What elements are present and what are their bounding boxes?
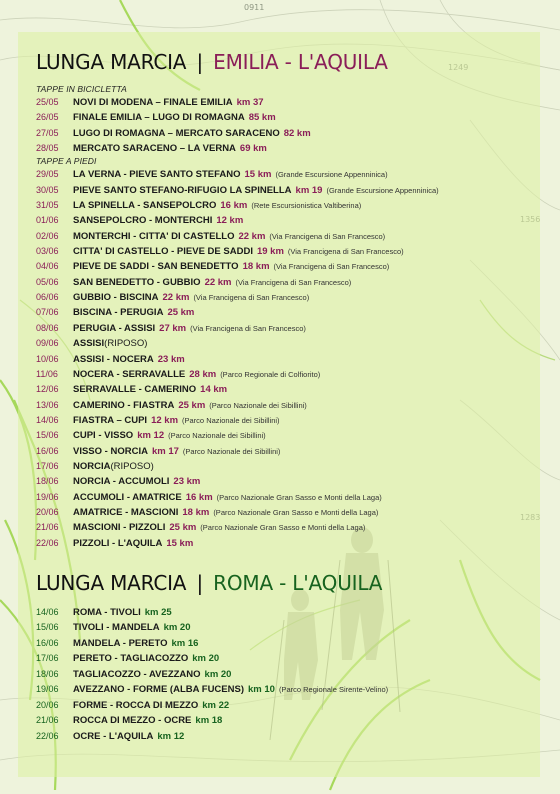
roma-stages-list <box>36 605 536 745</box>
stage-route: NORCIA - ACCUMOLI <box>73 476 170 488</box>
stage-route: ROCCA DI MEZZO - OCRE <box>73 715 192 727</box>
stage-date: 08/06 <box>36 322 59 333</box>
stage-route: LA SPINELLA - SANSEPOLCRO <box>73 200 217 212</box>
stage-trail-note: (Parco Nazionale dei Sibillini) <box>182 446 281 456</box>
stage-row <box>36 382 536 397</box>
stage-date: 17/06 <box>36 460 59 471</box>
stage-trail-note: (Parco Regionale di Colfiorito) <box>220 369 321 379</box>
stage-date: 29/05 <box>36 169 59 180</box>
stage-row <box>36 713 536 729</box>
bike-stages-label: TAPPE IN BICICLETTA <box>36 84 127 94</box>
stage-route: FORME - ROCCA DI MEZZO <box>73 699 199 711</box>
stage-date: 15/06 <box>36 622 59 633</box>
stage-date: 21/06 <box>36 715 59 726</box>
stage-distance: km 18 <box>195 715 223 727</box>
stage-distance: 23 km <box>173 476 201 488</box>
stage-row <box>36 367 536 382</box>
stage-distance: 18 km <box>182 506 210 518</box>
stage-row <box>36 459 536 474</box>
stage-row <box>36 682 536 698</box>
stage-date: 17/06 <box>36 653 59 664</box>
stage-distance: 23 km <box>157 353 185 365</box>
stage-trail-note: (Parco Regionale Sirente-Velino) <box>278 685 389 695</box>
stage-distance: km 25 <box>144 606 172 618</box>
stage-route: MERCATO SARACENO – LA VERNA <box>73 143 236 155</box>
stage-row <box>36 413 536 428</box>
stage-date: 15/06 <box>36 430 59 441</box>
stage-date: 05/06 <box>36 276 59 287</box>
stage-trail-note: (Via Francigena di San Francesco) <box>273 262 390 272</box>
stage-route: SANSEPOLCRO - MONTERCHI <box>73 215 213 227</box>
stage-distance: 18 km <box>242 261 270 273</box>
stage-distance: 16 km <box>220 200 248 212</box>
stage-row <box>36 95 536 110</box>
stage-distance: 15 km <box>166 537 194 549</box>
stage-distance: km 16 <box>171 637 199 649</box>
stage-date: 02/06 <box>36 230 59 241</box>
stage-row <box>36 141 536 156</box>
title-separator: | <box>196 50 203 74</box>
roma-title <box>36 569 536 597</box>
stage-distance: km 19 <box>295 184 323 196</box>
stage-date: 04/06 <box>36 261 59 272</box>
stage-route: MONTERCHI - CITTA' DI CASTELLO <box>73 230 235 242</box>
stage-date: 10/06 <box>36 353 59 364</box>
stage-date: 16/06 <box>36 445 59 456</box>
stage-date: 13/06 <box>36 399 59 410</box>
stage-route: PIEVE SANTO STEFANO-RIFUGIO LA SPINELLA <box>73 184 292 196</box>
stage-row <box>36 729 536 745</box>
stage-row <box>36 505 536 520</box>
stage-route: PERETO - TAGLIACOZZO <box>73 653 189 665</box>
stage-route: TAGLIACOZZO - AVEZZANO <box>73 668 201 680</box>
stage-route: ASSISI - NOCERA <box>73 353 154 365</box>
stage-row <box>36 520 536 535</box>
emilia-title <box>36 48 536 76</box>
stage-distance: 27 km <box>159 322 187 334</box>
stage-distance: km 17 <box>151 445 179 457</box>
stage-row <box>36 636 536 652</box>
stage-distance: 22 km <box>238 230 266 242</box>
stage-date: 14/06 <box>36 606 59 617</box>
stage-trail-note: (Parco Nazionale Gran Sasso e Monti della Laga) <box>200 523 366 533</box>
stage-date: 31/05 <box>36 200 59 211</box>
stage-route: ROMA - TIVOLI <box>73 606 141 618</box>
stage-trail-note: (Parco Nazionale dei Sibillini) <box>168 431 266 441</box>
stage-date: 19/06 <box>36 684 59 695</box>
stage-trail-note: (Via Francigena di San Francesco) <box>287 247 404 257</box>
stage-date: 27/05 <box>36 127 59 138</box>
stage-distance: km 12 <box>157 730 185 742</box>
stage-row <box>36 667 536 683</box>
stage-date: 22/06 <box>36 537 59 548</box>
bike-stages-list <box>36 95 536 156</box>
stage-date: 26/05 <box>36 112 59 123</box>
stage-rest: (RIPOSO) <box>104 338 148 350</box>
stage-route: SERRAVALLE - CAMERINO <box>73 384 197 396</box>
stage-trail-note: (Parco Nazionale Gran Sasso e Monti della Laga) <box>216 492 382 502</box>
stage-row <box>36 620 536 636</box>
stage-route: PIEVE DE SADDI - SAN BENEDETTO <box>73 261 239 273</box>
stage-row <box>36 321 536 336</box>
stage-date: 22/06 <box>36 730 59 741</box>
stage-route: NORCIA <box>73 460 111 472</box>
stage-row <box>36 352 536 367</box>
stage-route: CITTA' DI CASTELLO - PIEVE DE SADDI <box>73 246 253 258</box>
stage-route: BISCINA - PERUGIA <box>73 307 164 319</box>
title-main: LUNGA MARCIA <box>36 570 187 595</box>
stage-route: CAMERINO - FIASTRA <box>73 399 175 411</box>
stage-route: MASCIONI - PIZZOLI <box>73 522 166 534</box>
stage-distance: 25 km <box>169 522 197 534</box>
stage-route: LA VERNA - PIEVE SANTO STEFANO <box>73 169 241 181</box>
stage-date: 20/06 <box>36 506 59 517</box>
stage-date: 18/06 <box>36 476 59 487</box>
stage-distance: 22 km <box>162 292 190 304</box>
stage-date: 14/06 <box>36 414 59 425</box>
stage-route: ACCUMOLI - AMATRICE <box>73 491 182 503</box>
stage-row <box>36 398 536 413</box>
stage-trail-note: (Parco Nazionale dei Sibillini) <box>182 415 280 425</box>
map-label: 0911 <box>244 3 265 12</box>
stage-date: 25/05 <box>36 97 59 107</box>
stage-distance: km 22 <box>202 699 230 711</box>
stage-trail-note: (Via Francigena di San Francesco) <box>235 277 352 287</box>
stage-row <box>36 698 536 714</box>
stage-distance: 85 km <box>248 112 276 124</box>
foot-stages-list <box>36 167 536 551</box>
stage-route: FINALE EMILIA – LUGO DI ROMAGNA <box>73 112 245 124</box>
stage-row <box>36 167 536 182</box>
stage-distance: 16 km <box>185 491 213 503</box>
stage-distance: km 37 <box>236 97 264 108</box>
stage-trail-note: (Via Francigena di San Francesco) <box>190 323 306 333</box>
stage-rest: (RIPOSO) <box>110 460 154 472</box>
stage-distance: 15 km <box>244 169 272 181</box>
stage-trail-note: (Grande Escursione Appenninica) <box>275 170 388 180</box>
stage-trail-note: (Via Francigena di San Francesco) <box>269 231 386 241</box>
stage-route: NOCERA - SERRAVALLE <box>73 368 186 380</box>
stage-date: 16/06 <box>36 637 59 648</box>
stage-route: FIASTRA – CUPI <box>73 414 148 426</box>
stage-date: 18/06 <box>36 668 59 679</box>
stage-row <box>36 474 536 489</box>
stage-trail-note: (Via Francigena di San Francesco) <box>193 293 310 303</box>
stage-date: 30/05 <box>36 184 59 195</box>
stage-row <box>36 244 536 259</box>
stage-route: ASSISI <box>73 338 105 350</box>
stage-row <box>36 275 536 290</box>
stage-route: VISSO - NORCIA <box>73 445 148 457</box>
stage-row <box>36 305 536 320</box>
stage-distance: 12 km <box>216 215 244 227</box>
stage-row <box>36 605 536 621</box>
stage-route: MANDELA - PERETO <box>73 637 168 649</box>
stage-route: AVEZZANO - FORME (ALBA FUCENS) <box>73 684 244 696</box>
stage-route: PERUGIA - ASSISI <box>73 322 156 334</box>
stage-date: 20/06 <box>36 699 59 710</box>
stage-distance: 69 km <box>239 143 267 155</box>
title-separator: | <box>196 570 203 595</box>
stage-row <box>36 198 536 213</box>
title-destination: EMILIA - L'AQUILA <box>213 50 388 74</box>
stage-date: 21/06 <box>36 522 59 533</box>
stage-row <box>36 428 536 443</box>
stage-distance: 12 km <box>151 414 179 426</box>
stage-route: PIZZOLI - L'AQUILA <box>73 537 163 549</box>
stage-distance: km 20 <box>192 653 220 665</box>
stage-distance: 25 km <box>178 399 206 411</box>
stage-distance: 19 km <box>256 246 284 258</box>
itinerary-content <box>36 48 536 744</box>
stage-distance: km 20 <box>163 622 191 634</box>
stage-row <box>36 536 536 551</box>
stage-date: 03/06 <box>36 246 59 257</box>
stage-route: AMATRICE - MASCIONI <box>73 506 179 518</box>
stage-trail-note: (Grande Escursione Appenninica) <box>326 185 439 195</box>
stage-date: 07/06 <box>36 307 59 318</box>
stage-distance: 25 km <box>167 307 195 319</box>
stage-row <box>36 290 536 305</box>
stage-route: TIVOLI - MANDELA <box>73 622 160 634</box>
stage-row <box>36 259 536 274</box>
stage-row <box>36 490 536 505</box>
stage-row <box>36 126 536 141</box>
stage-route: SAN BENEDETTO - GUBBIO <box>73 276 201 288</box>
stage-date: 09/06 <box>36 338 59 349</box>
stage-date: 19/06 <box>36 491 59 502</box>
foot-stages-label: TAPPE A PIEDI <box>36 156 97 167</box>
stage-date: 01/06 <box>36 215 59 226</box>
stage-date: 06/06 <box>36 292 59 303</box>
stage-row <box>36 229 536 244</box>
stage-date: 12/06 <box>36 384 59 395</box>
stage-date: 11/06 <box>36 368 58 379</box>
stage-row <box>36 336 536 351</box>
stage-distance: km 12 <box>137 430 165 442</box>
stage-trail-note: (Rete Escursionistica Valtiberina) <box>251 201 362 211</box>
stage-route: CUPI - VISSO <box>73 430 134 442</box>
stage-route: LUGO DI ROMAGNA – MERCATO SARACENO <box>73 127 280 139</box>
stage-trail-note: (Parco Nazionale Gran Sasso e Monti della Laga) <box>213 507 379 517</box>
stage-distance: km 20 <box>204 668 232 680</box>
stage-trail-note: (Parco Nazionale dei Sibillini) <box>209 400 307 410</box>
stage-row <box>36 110 536 125</box>
title-main: LUNGA MARCIA <box>36 50 187 74</box>
stage-route: GUBBIO - BISCINA <box>73 292 159 304</box>
stage-row <box>36 444 536 459</box>
stage-route: OCRE - L'AQUILA <box>73 730 154 742</box>
stage-row <box>36 183 536 198</box>
stage-distance: 22 km <box>204 276 232 288</box>
stage-row <box>36 651 536 667</box>
stage-row <box>36 213 536 228</box>
stage-distance: 28 km <box>189 368 217 380</box>
stage-date: 28/05 <box>36 143 59 154</box>
title-destination: ROMA - L'AQUILA <box>213 570 383 595</box>
stage-distance: 82 km <box>283 127 311 139</box>
stage-distance: 14 km <box>200 384 228 396</box>
stage-distance: km 10 <box>248 684 275 696</box>
stage-route: NOVI DI MODENA – FINALE EMILIA <box>73 97 233 108</box>
